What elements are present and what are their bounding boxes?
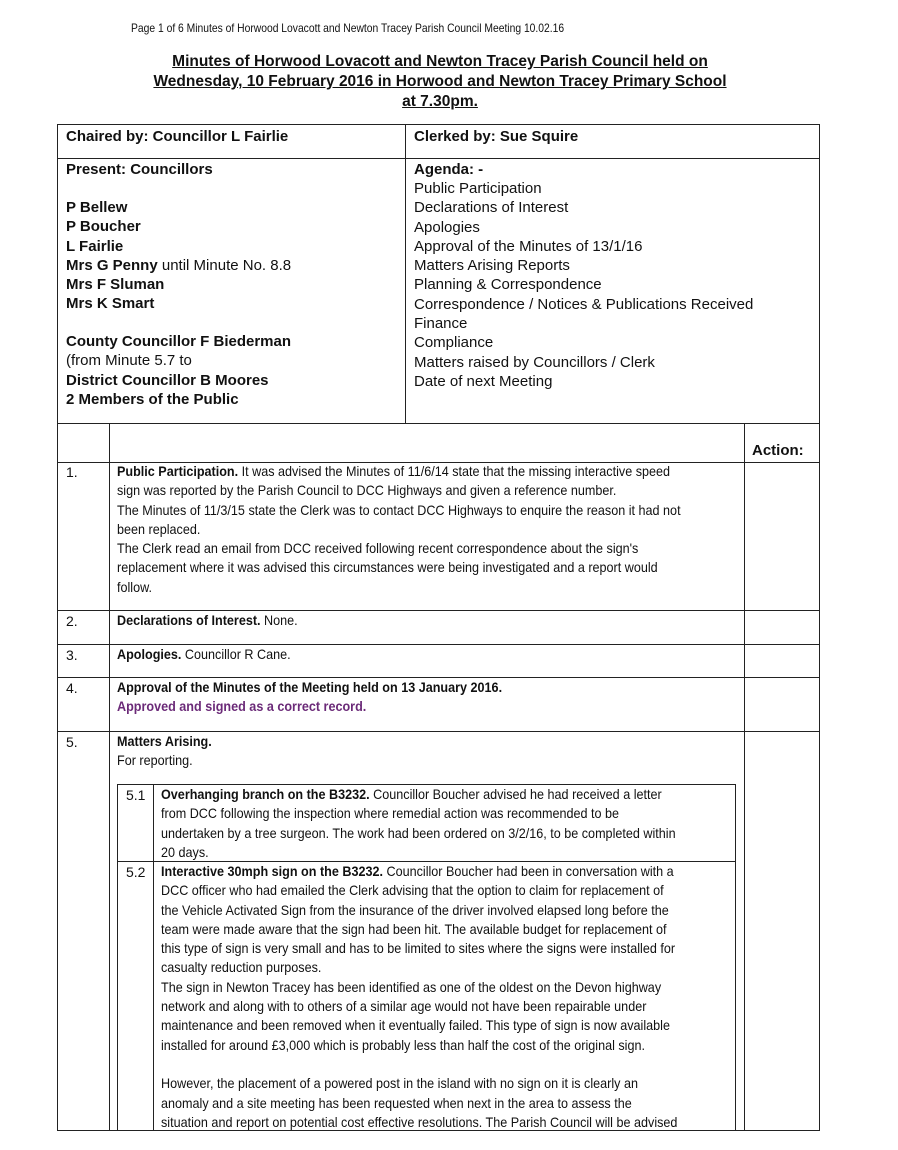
present-member: P Boucher <box>66 218 141 236</box>
agenda-list <box>414 179 753 391</box>
title-line-3: at 7.30pm. <box>402 93 478 110</box>
other-attendee: District Councillor B Moores <box>66 371 269 389</box>
agenda-item: Finance <box>414 315 468 333</box>
present-member: Mrs G Penny until Minute No. 8.8 <box>66 256 292 274</box>
chaired-by: Chaired by: Councillor L Fairlie <box>66 128 289 145</box>
resolution-text: Approved and signed as a correct record. <box>117 698 367 715</box>
title-line-2: Wednesday, 10 February 2016 in Horwood and Newton Tracey Primary School <box>153 73 727 90</box>
item-matters-arising: Matters Arising. For reporting. <box>117 733 212 769</box>
agenda-item: Correspondence / Notices & Publications Received <box>414 295 754 313</box>
present-member: Mrs F Sluman <box>66 276 165 294</box>
present-member: Mrs K Smart <box>66 295 155 313</box>
item-apologies: Apologies. Councillor R Cane. <box>117 646 291 662</box>
subitem-overhanging-branch: Overhanging branch on the B3232. Councillor Boucher advised he had received a letter from DCC following the inspection where remedial action was recommended to be undertaken by a tree surgeon. The work had been ordered on 3/2/16, to be completed within 20 days. <box>161 786 676 860</box>
item-approval-minutes: Approval of the Minutes of the Meeting held on 13 January 2016. Approved and signed as a correct record. <box>117 678 502 717</box>
present-member: L Fairlie <box>66 237 124 255</box>
item-public-participation: Public Participation. It was advised the Minutes of 11/6/14 state that the missing interactive speed sign was reported by the Parish Council to DCC Highways and given a reference number. The Minutes of 11/3/15 state the Clerk was to contact DCC Highways to enquire the reason it had not been replaced. The Clerk read an email from DCC received following recent correspondence about the sign's replacement where it was advised this circumstances were being investigated and a report would follow. <box>117 463 681 595</box>
item-declarations: Declarations of Interest. None. <box>117 612 298 628</box>
item-number: 3. <box>66 647 78 663</box>
present-member: P Bellew <box>66 199 128 216</box>
item-number: 5. <box>66 734 78 750</box>
clerked-by: Clerked by: Sue Squire <box>414 128 579 145</box>
action-column-heading: Action: <box>752 442 804 459</box>
agenda-item: Date of next Meeting <box>414 372 553 390</box>
agenda-item: Apologies <box>414 218 480 236</box>
agenda-item: Planning & Correspondence <box>414 276 602 294</box>
other-attendee: County Councillor F Biederman <box>66 333 292 350</box>
page-header: Page 1 of 6 Minutes of Horwood Lovacott and Newton Tracey Parish Council Meeting 10.02.16 <box>131 21 565 35</box>
item-number: 2. <box>66 613 78 629</box>
agenda-item: Public Participation <box>414 180 542 197</box>
others-list <box>66 332 291 409</box>
present-heading: Present: Councillors <box>66 161 213 178</box>
agenda-item: Declarations of Interest <box>414 199 569 217</box>
other-attendee: (from Minute 5.7 to <box>66 352 192 370</box>
agenda-item: Matters raised by Councillors / Clerk <box>414 353 655 371</box>
agenda-item: Matters Arising Reports <box>414 257 570 275</box>
subitem-interactive-sign: Interactive 30mph sign on the B3232. Councillor Boucher had been in conversation with a DCC officer who had emailed the Clerk advising that the option to claim for replacement of the Vehicle Activated Sign from the insurance of the driver involved elapsed long before the team were made aware that the sign had been hit. The available budget for replacement of this type of sign is very small and has to be limited to sites where the signs were installed for casualty reduction purposes. The sign in Newton Tracey has been identified as one of the oldest on the Devon highway network and along with to others of a similar age would not have been repairable under maintenance and been removed when it eventually failed. This type of sign is now available installed for around £3,000 which is probably less than half the cost of the original sign. However, the placement of a powered post in the island with no sign on it is clearly an anomaly and a site meeting has been requested when next in the area to assess the situation and report on potential cost effective resolutions. The Parish Council will be advised <box>161 863 678 1130</box>
subitem-number: 5.2 <box>126 864 146 880</box>
item-number: 4. <box>66 680 78 696</box>
title-line-1: Minutes of Horwood Lovacott and Newton Tracey Parish Council held on <box>172 53 708 70</box>
item-number: 1. <box>66 464 78 480</box>
agenda-item: Compliance <box>414 334 494 352</box>
agenda-item: Approval of the Minutes of 13/1/16 <box>414 237 643 255</box>
subitem-number: 5.1 <box>126 787 146 803</box>
document-title <box>60 52 820 112</box>
other-attendee: 2 Members of the Public <box>66 390 239 408</box>
agenda-heading: Agenda: - <box>414 161 484 178</box>
present-list <box>66 198 291 314</box>
